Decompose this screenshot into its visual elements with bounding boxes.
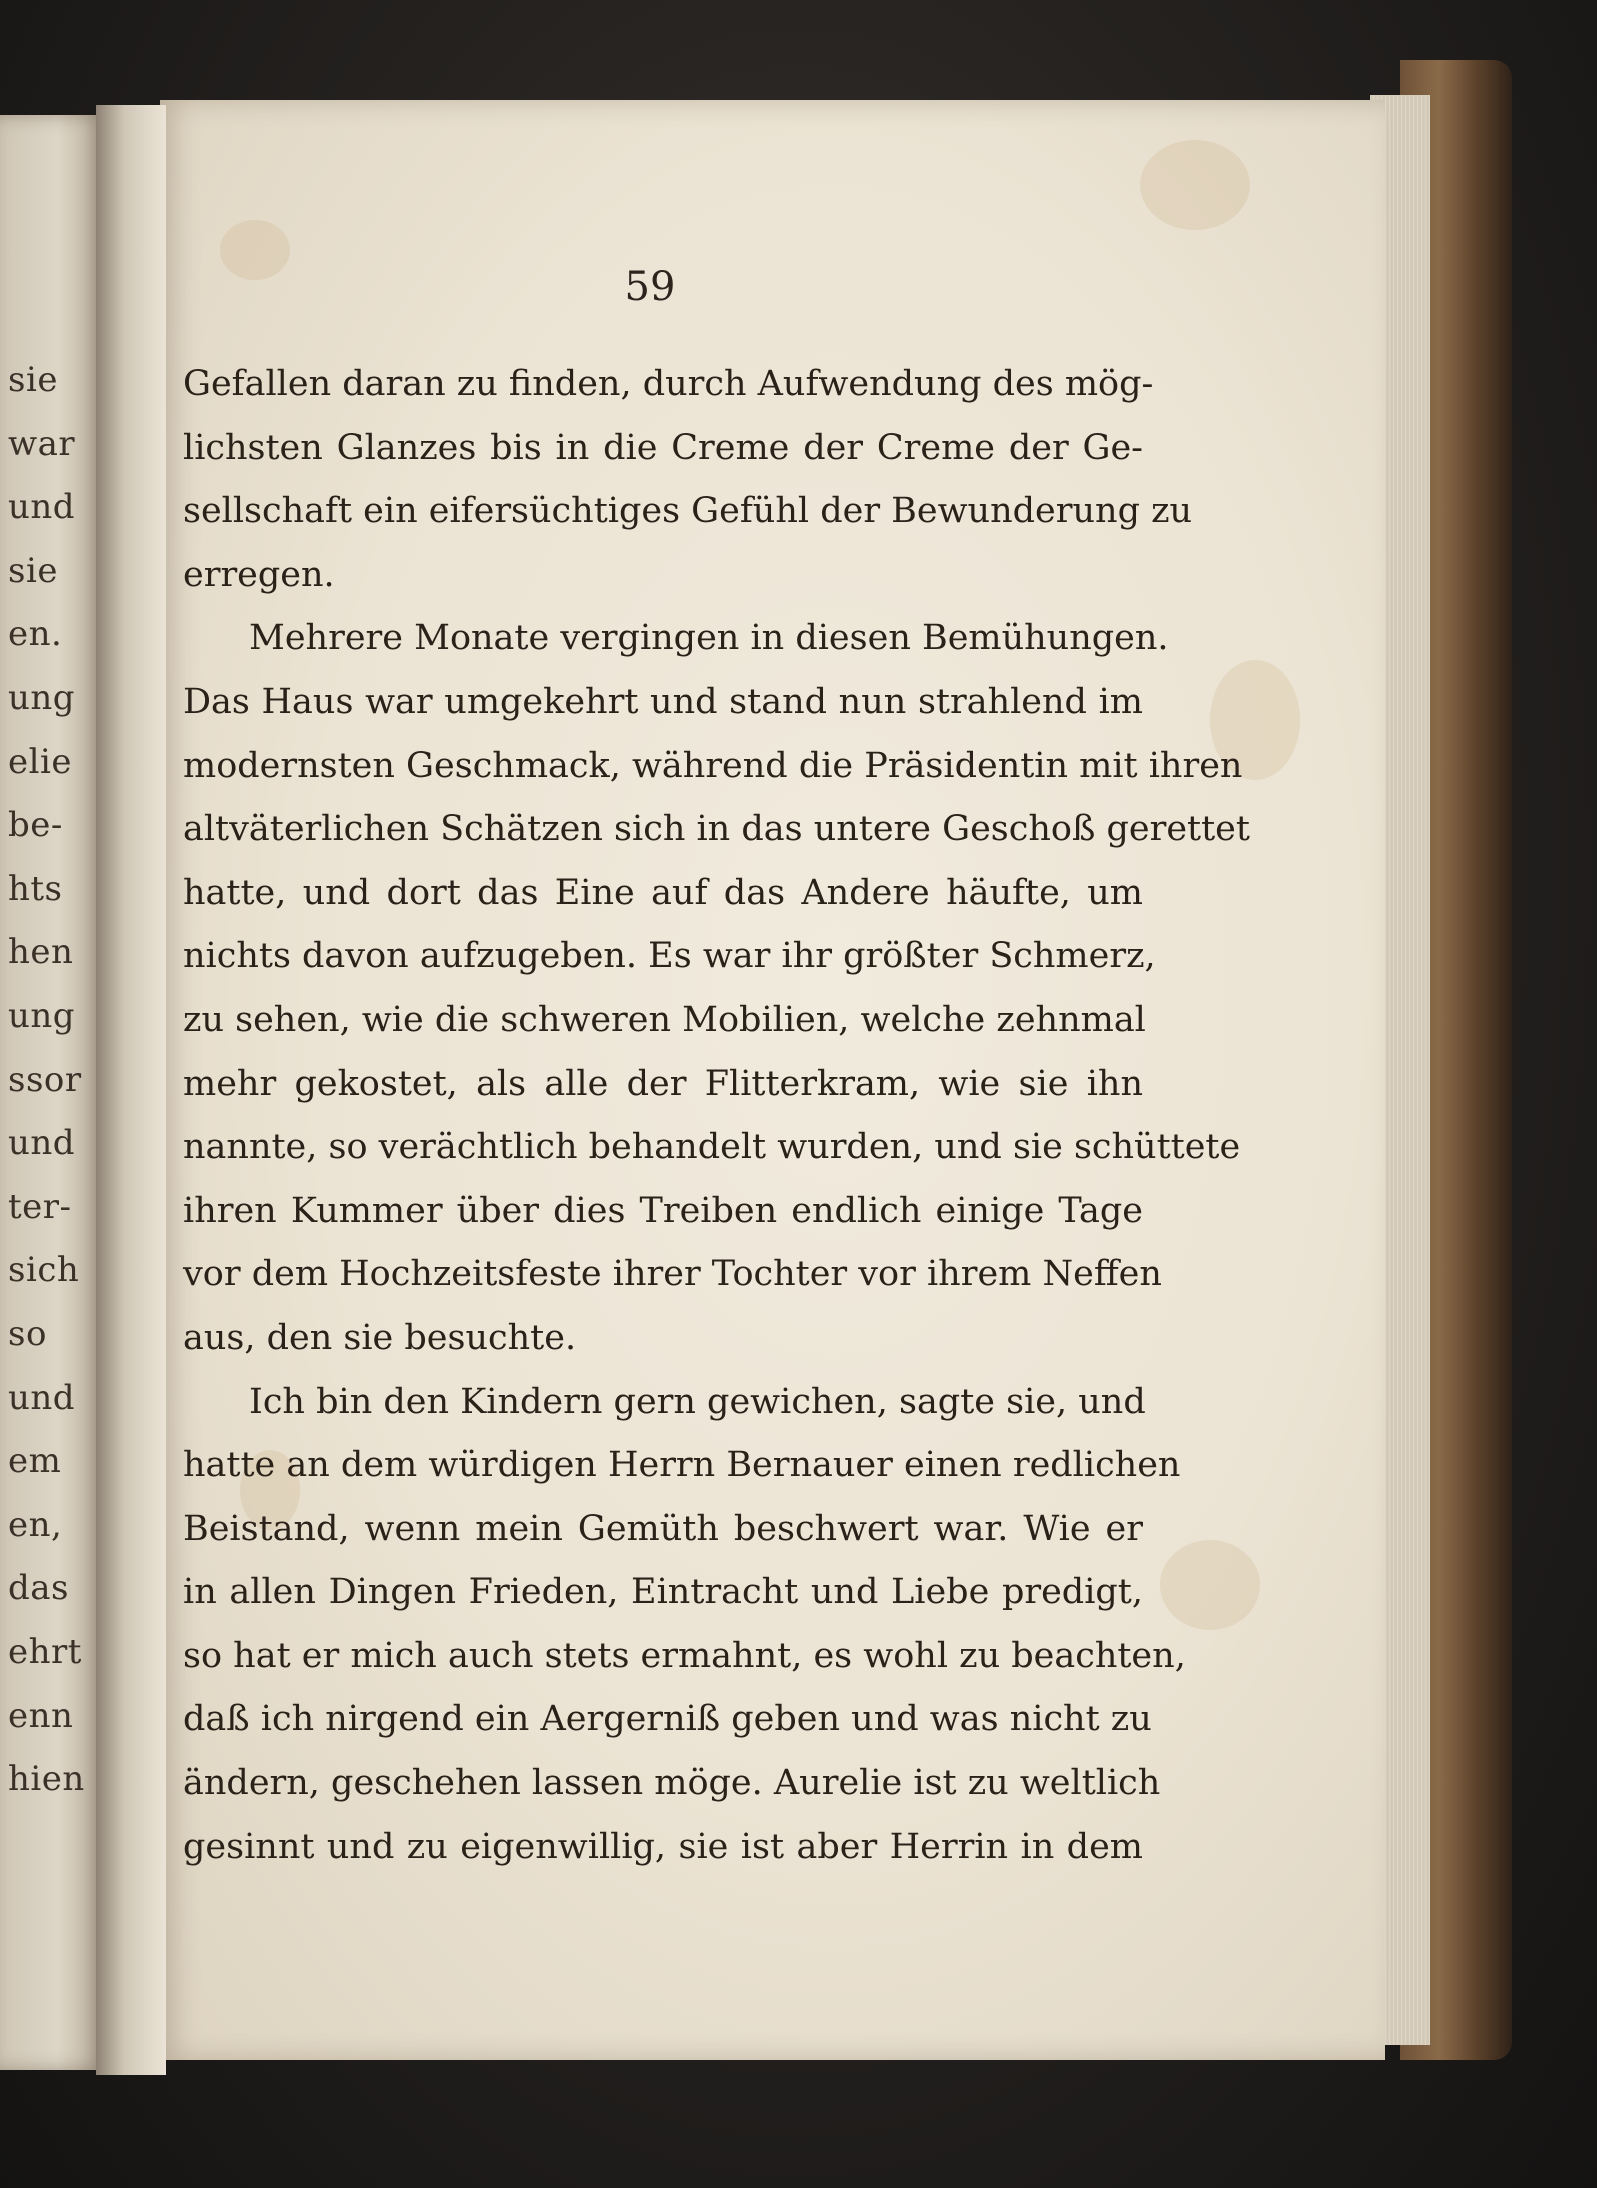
text-line: ihren Kummer über dies Treiben endlich einige Tage xyxy=(183,1190,1143,1231)
paper-stain xyxy=(220,220,290,280)
facing-page-fragment: und xyxy=(8,1123,76,1164)
facing-page-fragment: sie xyxy=(8,360,58,400)
text-line: hatte an dem würdigen Herrn Bernauer einen redlichen xyxy=(183,1445,1181,1486)
facing-page-fragment: elie xyxy=(8,741,72,782)
text-line: hatte, und dort das Eine auf das Andere häufte, um xyxy=(183,872,1143,913)
facing-page-fragment: sie xyxy=(8,550,58,591)
text-line: Das Haus war umgekehrt und stand nun strahlend im xyxy=(183,681,1143,722)
text-line: nichts davon aufzugeben. Es war ihr größter Schmerz, xyxy=(183,936,1156,977)
facing-page xyxy=(0,115,105,2070)
facing-page-fragment: und xyxy=(8,1377,76,1418)
facing-page-fragment: das xyxy=(8,1568,69,1609)
text-line: erregen. xyxy=(183,554,335,595)
page-gutter xyxy=(96,105,166,2075)
facing-page-fragment: be- xyxy=(8,805,63,846)
text-line: daß ich nirgend ein Aergerniß geben und was nicht zu xyxy=(183,1699,1152,1740)
page-text xyxy=(183,353,1250,1879)
text-line: Gefallen daran zu finden, durch Aufwendung des mög- xyxy=(183,364,1154,404)
facing-page-fragment: ehrt xyxy=(8,1632,82,1672)
facing-page-fragment: en, xyxy=(8,1504,63,1545)
paper-stain xyxy=(1160,1540,1260,1630)
text-line: so hat er mich auch stets ermahnt, es wohl zu beachten, xyxy=(183,1635,1186,1676)
facing-page-fragment: so xyxy=(8,1314,47,1354)
text-line: lichsten Glanzes bis in die Creme der Creme der Ge- xyxy=(183,427,1143,468)
facing-page-fragment: und xyxy=(8,487,76,528)
facing-page-fragment: ung xyxy=(8,996,76,1036)
paper-stain xyxy=(1140,140,1250,230)
text-line: aus, den sie besuchte. xyxy=(183,1317,577,1358)
facing-page-fragment: hts xyxy=(8,868,63,909)
text-line: vor dem Hochzeitsfeste ihrer Tochter vor ihrem Neffen xyxy=(183,1254,1162,1295)
text-line: altväterlichen Schätzen sich in das untere Geschoß gerettet xyxy=(183,809,1250,850)
facing-page-fragment: enn xyxy=(8,1695,74,1736)
text-line: ändern, geschehen lassen möge. Aurelie ist zu weltlich xyxy=(183,1763,1161,1804)
text-line: modernsten Geschmack, während die Präsidentin mit ihren xyxy=(183,745,1243,786)
facing-page-fragment: ssor xyxy=(8,1059,82,1100)
facing-page-fragment: war xyxy=(8,423,76,464)
facing-page-fragment: en. xyxy=(8,614,63,655)
text-line: in allen Dingen Frieden, Eintracht und Liebe predigt, xyxy=(183,1572,1143,1613)
facing-page-fragment: ung xyxy=(8,678,76,718)
text-line: nannte, so verächtlich behandelt wurden, und sie schüttete xyxy=(183,1127,1241,1168)
text-line: zu sehen, wie die schweren Mobilien, welche zehnmal xyxy=(183,999,1146,1040)
text-line: Mehrere Monate vergingen in diesen Bemühungen. xyxy=(249,618,1169,659)
text-line: gesinnt und zu eigenwillig, sie ist aber Herrin in dem xyxy=(183,1826,1143,1867)
text-line: Beistand, wenn mein Gemüth beschwert war. Wie er xyxy=(183,1508,1143,1549)
facing-page-fragment: sich xyxy=(8,1250,80,1291)
text-line: mehr gekostet, als alle der Flitterkram, wie sie ihn xyxy=(183,1063,1143,1104)
facing-page-fragment: ter- xyxy=(8,1186,72,1227)
facing-page-fragment: em xyxy=(8,1441,62,1482)
facing-page-fragment: hen xyxy=(8,932,74,973)
text-line: sellschaft ein eifersüchtiges Gefühl der Bewunderung zu xyxy=(183,491,1193,532)
page-number: 59 xyxy=(624,264,676,310)
facing-page-fragment: hien xyxy=(8,1759,85,1800)
text-line: Ich bin den Kindern gern gewichen, sagte sie, und xyxy=(249,1381,1146,1422)
